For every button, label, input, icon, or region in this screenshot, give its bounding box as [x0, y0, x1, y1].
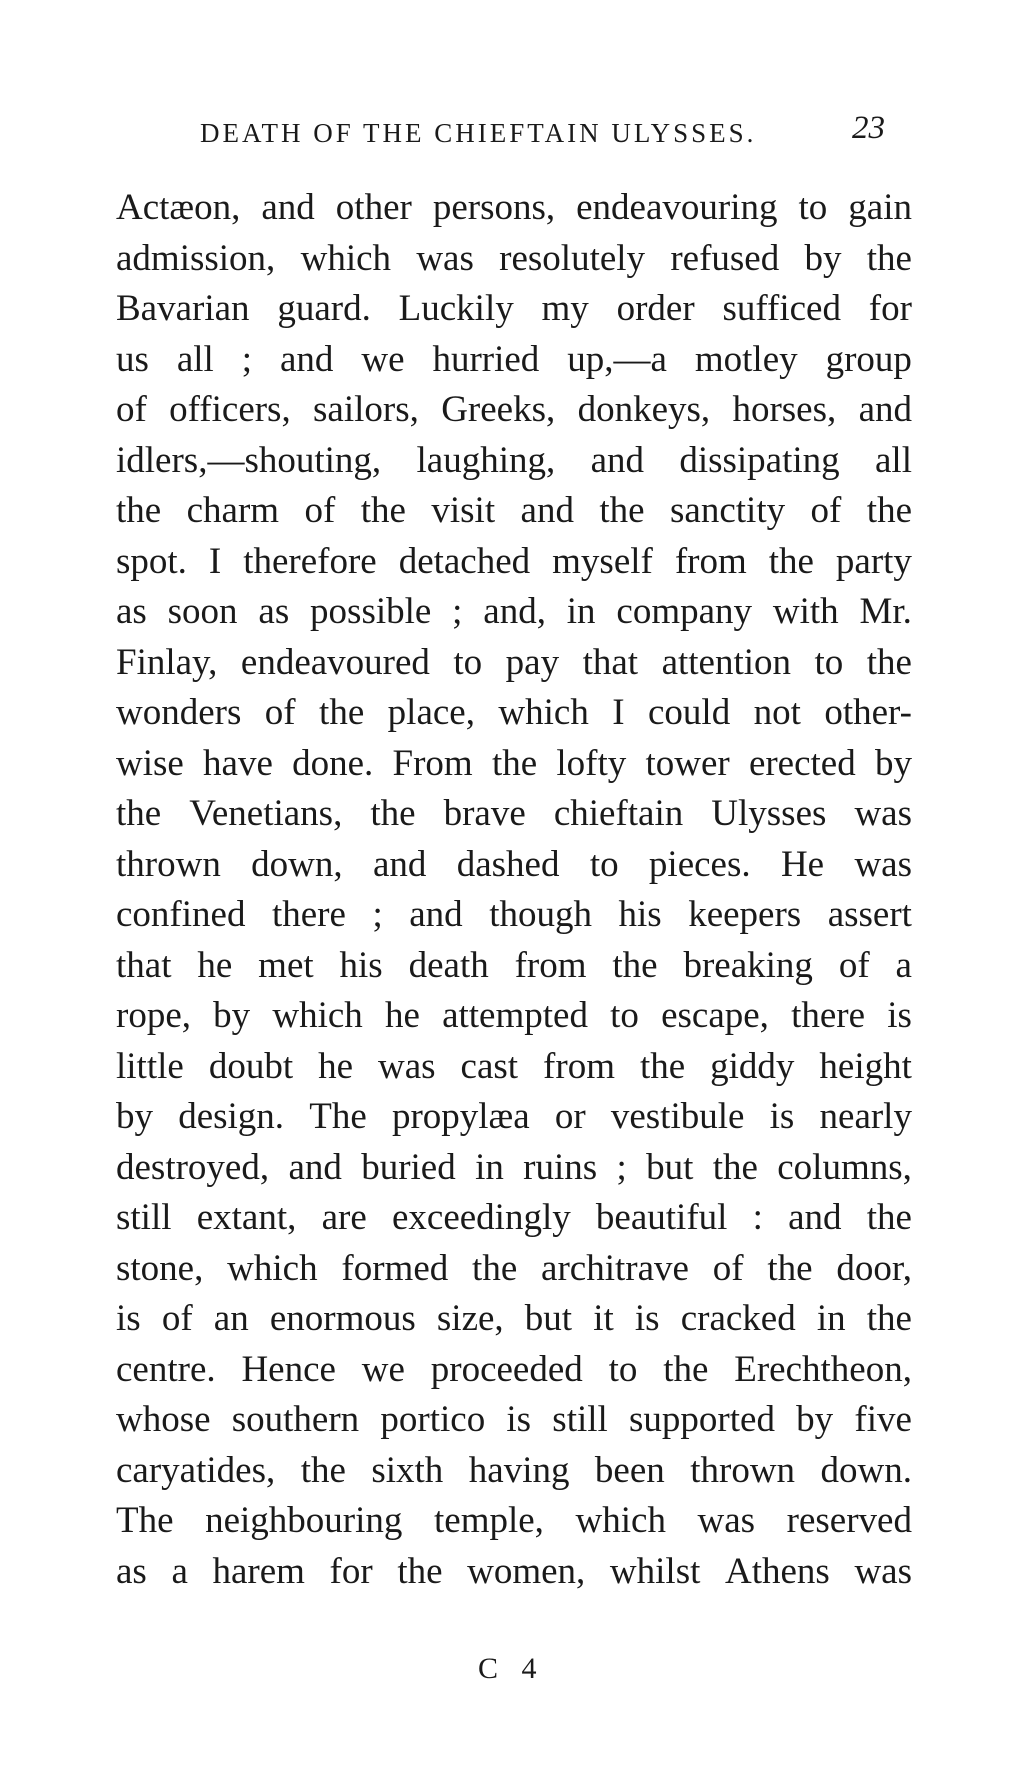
- running-title: DEATH OF THE CHIEFTAIN ULYSSES.: [200, 118, 757, 148]
- text-line: confined there ; and though his keepers assert: [116, 894, 912, 935]
- text-line: spot. I therefore detached myself from the party: [116, 540, 912, 582]
- text-line: as soon as possible ; and, in company with Mr.: [116, 591, 912, 632]
- text-line: thrown down, and dashed to pieces. He was: [116, 843, 912, 885]
- text-line: of officers, sailors, Greeks, donkeys, horses, and: [116, 389, 912, 430]
- page-number: 23: [852, 110, 885, 146]
- running-head: [0, 110, 1025, 158]
- text-line: wonders of the place, which I could not other-: [116, 692, 912, 733]
- text-line: The neighbouring temple, which was reserved: [116, 1500, 912, 1541]
- text-line: little doubt he was cast from the giddy height: [116, 1045, 912, 1087]
- text-line: caryatides, the sixth having been thrown down.: [116, 1449, 912, 1491]
- text-line: by design. The propylæa or vestibule is nearly: [116, 1096, 912, 1137]
- text-line: destroyed, and buried in ruins ; but the columns,: [116, 1146, 912, 1188]
- text-line: still extant, are exceedingly beautiful : and the: [116, 1197, 912, 1238]
- text-line: as a harem for the women, whilst Athens was: [116, 1550, 912, 1592]
- text-line: is of an enormous size, but it is cracked in the: [116, 1298, 912, 1339]
- signature-mark: C 4: [478, 1652, 545, 1685]
- text-line: the Venetians, the brave chieftain Ulysses was: [116, 793, 912, 834]
- body-text: [116, 183, 912, 1597]
- text-line: Bavarian guard. Luckily my order sufficed for: [116, 288, 912, 329]
- text-line: stone, which formed the architrave of the door,: [116, 1247, 912, 1289]
- text-line: rope, by which he attempted to escape, there is: [116, 995, 912, 1036]
- text-line: idlers,—shouting, laughing, and dissipating all: [116, 439, 912, 481]
- text-line: Actæon, and other persons, endeavouring to gain: [116, 187, 912, 228]
- text-line: us all ; and we hurried up,—a motley group: [116, 338, 912, 380]
- text-line: whose southern portico is still supported by five: [116, 1399, 912, 1440]
- text-line: wise have done. From the lofty tower erected by: [116, 742, 912, 784]
- text-line: Finlay, endeavoured to pay that attention to the: [116, 641, 912, 683]
- text-line: the charm of the visit and the sanctity of the: [116, 490, 912, 531]
- text-line: centre. Hence we proceeded to the Erechtheon,: [116, 1348, 912, 1390]
- text-line: that he met his death from the breaking of a: [116, 944, 912, 986]
- text-line: admission, which was resolutely refused by the: [116, 237, 912, 279]
